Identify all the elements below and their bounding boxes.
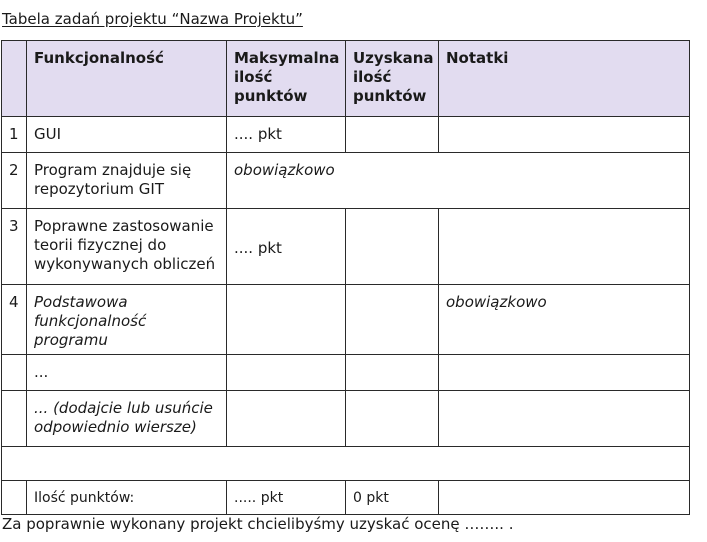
row-notes[interactable] bbox=[439, 117, 690, 153]
footer-text: Za poprawnie wykonany projekt chcielibyśmy uzyskać ocenę …….. . bbox=[2, 515, 514, 533]
row-obtained-points[interactable] bbox=[346, 391, 439, 447]
row-number: 3 bbox=[2, 209, 27, 285]
spacer-cell bbox=[2, 447, 690, 481]
row-max-points[interactable] bbox=[227, 285, 346, 355]
summary-num bbox=[2, 481, 27, 515]
row-functionality[interactable]: Poprawne zastosowanie teorii fizycznej do wykonywanych obliczeń bbox=[27, 209, 227, 285]
row-notes[interactable]: obowiązkowo bbox=[439, 285, 690, 355]
table-row bbox=[2, 355, 690, 391]
row-max-points[interactable] bbox=[227, 355, 346, 391]
header-num bbox=[2, 41, 27, 117]
row-number: 2 bbox=[2, 153, 27, 209]
row-functionality[interactable]: Podstawowa funkcjonalność programu bbox=[27, 285, 227, 355]
header-obtained-points: Uzyskana ilość punktów bbox=[346, 41, 439, 117]
table-summary-row bbox=[2, 481, 690, 515]
table-row bbox=[2, 117, 690, 153]
summary-notes[interactable] bbox=[439, 481, 690, 515]
table-row bbox=[2, 209, 690, 285]
table-spacer-row bbox=[2, 447, 690, 481]
summary-max-points[interactable]: ..... pkt bbox=[227, 481, 346, 515]
summary-obtained-points[interactable]: 0 pkt bbox=[346, 481, 439, 515]
row-obtained-points[interactable] bbox=[346, 285, 439, 355]
header-funkcjonalnosc: Funkcjonalność bbox=[27, 41, 227, 117]
row-functionality[interactable]: ... bbox=[27, 355, 227, 391]
row-notes[interactable] bbox=[439, 391, 690, 447]
project-task-table bbox=[1, 40, 690, 515]
row-functionality[interactable]: GUI bbox=[27, 117, 227, 153]
table-row bbox=[2, 391, 690, 447]
document-title: Tabela zadań projektu “Nazwa Projektu” bbox=[2, 10, 303, 28]
row-functionality[interactable]: ... (dodajcie lub usuńcie odpowiednio wiersze) bbox=[27, 391, 227, 447]
row-mandatory-merged[interactable]: obowiązkowo bbox=[227, 153, 690, 209]
row-number: 4 bbox=[2, 285, 27, 355]
row-max-points[interactable] bbox=[227, 391, 346, 447]
summary-label: Ilość punktów: bbox=[27, 481, 227, 515]
row-functionality[interactable]: Program znajduje się repozytorium GIT bbox=[27, 153, 227, 209]
row-max-points[interactable]: .... pkt bbox=[227, 209, 346, 285]
table-row bbox=[2, 285, 690, 355]
row-max-points[interactable]: .... pkt bbox=[227, 117, 346, 153]
row-notes[interactable] bbox=[439, 355, 690, 391]
row-obtained-points[interactable] bbox=[346, 117, 439, 153]
row-notes[interactable] bbox=[439, 209, 690, 285]
row-number: 1 bbox=[2, 117, 27, 153]
table-header-row bbox=[2, 41, 690, 117]
row-obtained-points[interactable] bbox=[346, 355, 439, 391]
header-max-points: Maksymalna ilość punktów bbox=[227, 41, 346, 117]
header-notes: Notatki bbox=[439, 41, 690, 117]
table-row bbox=[2, 153, 690, 209]
row-obtained-points[interactable] bbox=[346, 209, 439, 285]
row-number bbox=[2, 391, 27, 447]
row-number bbox=[2, 355, 27, 391]
